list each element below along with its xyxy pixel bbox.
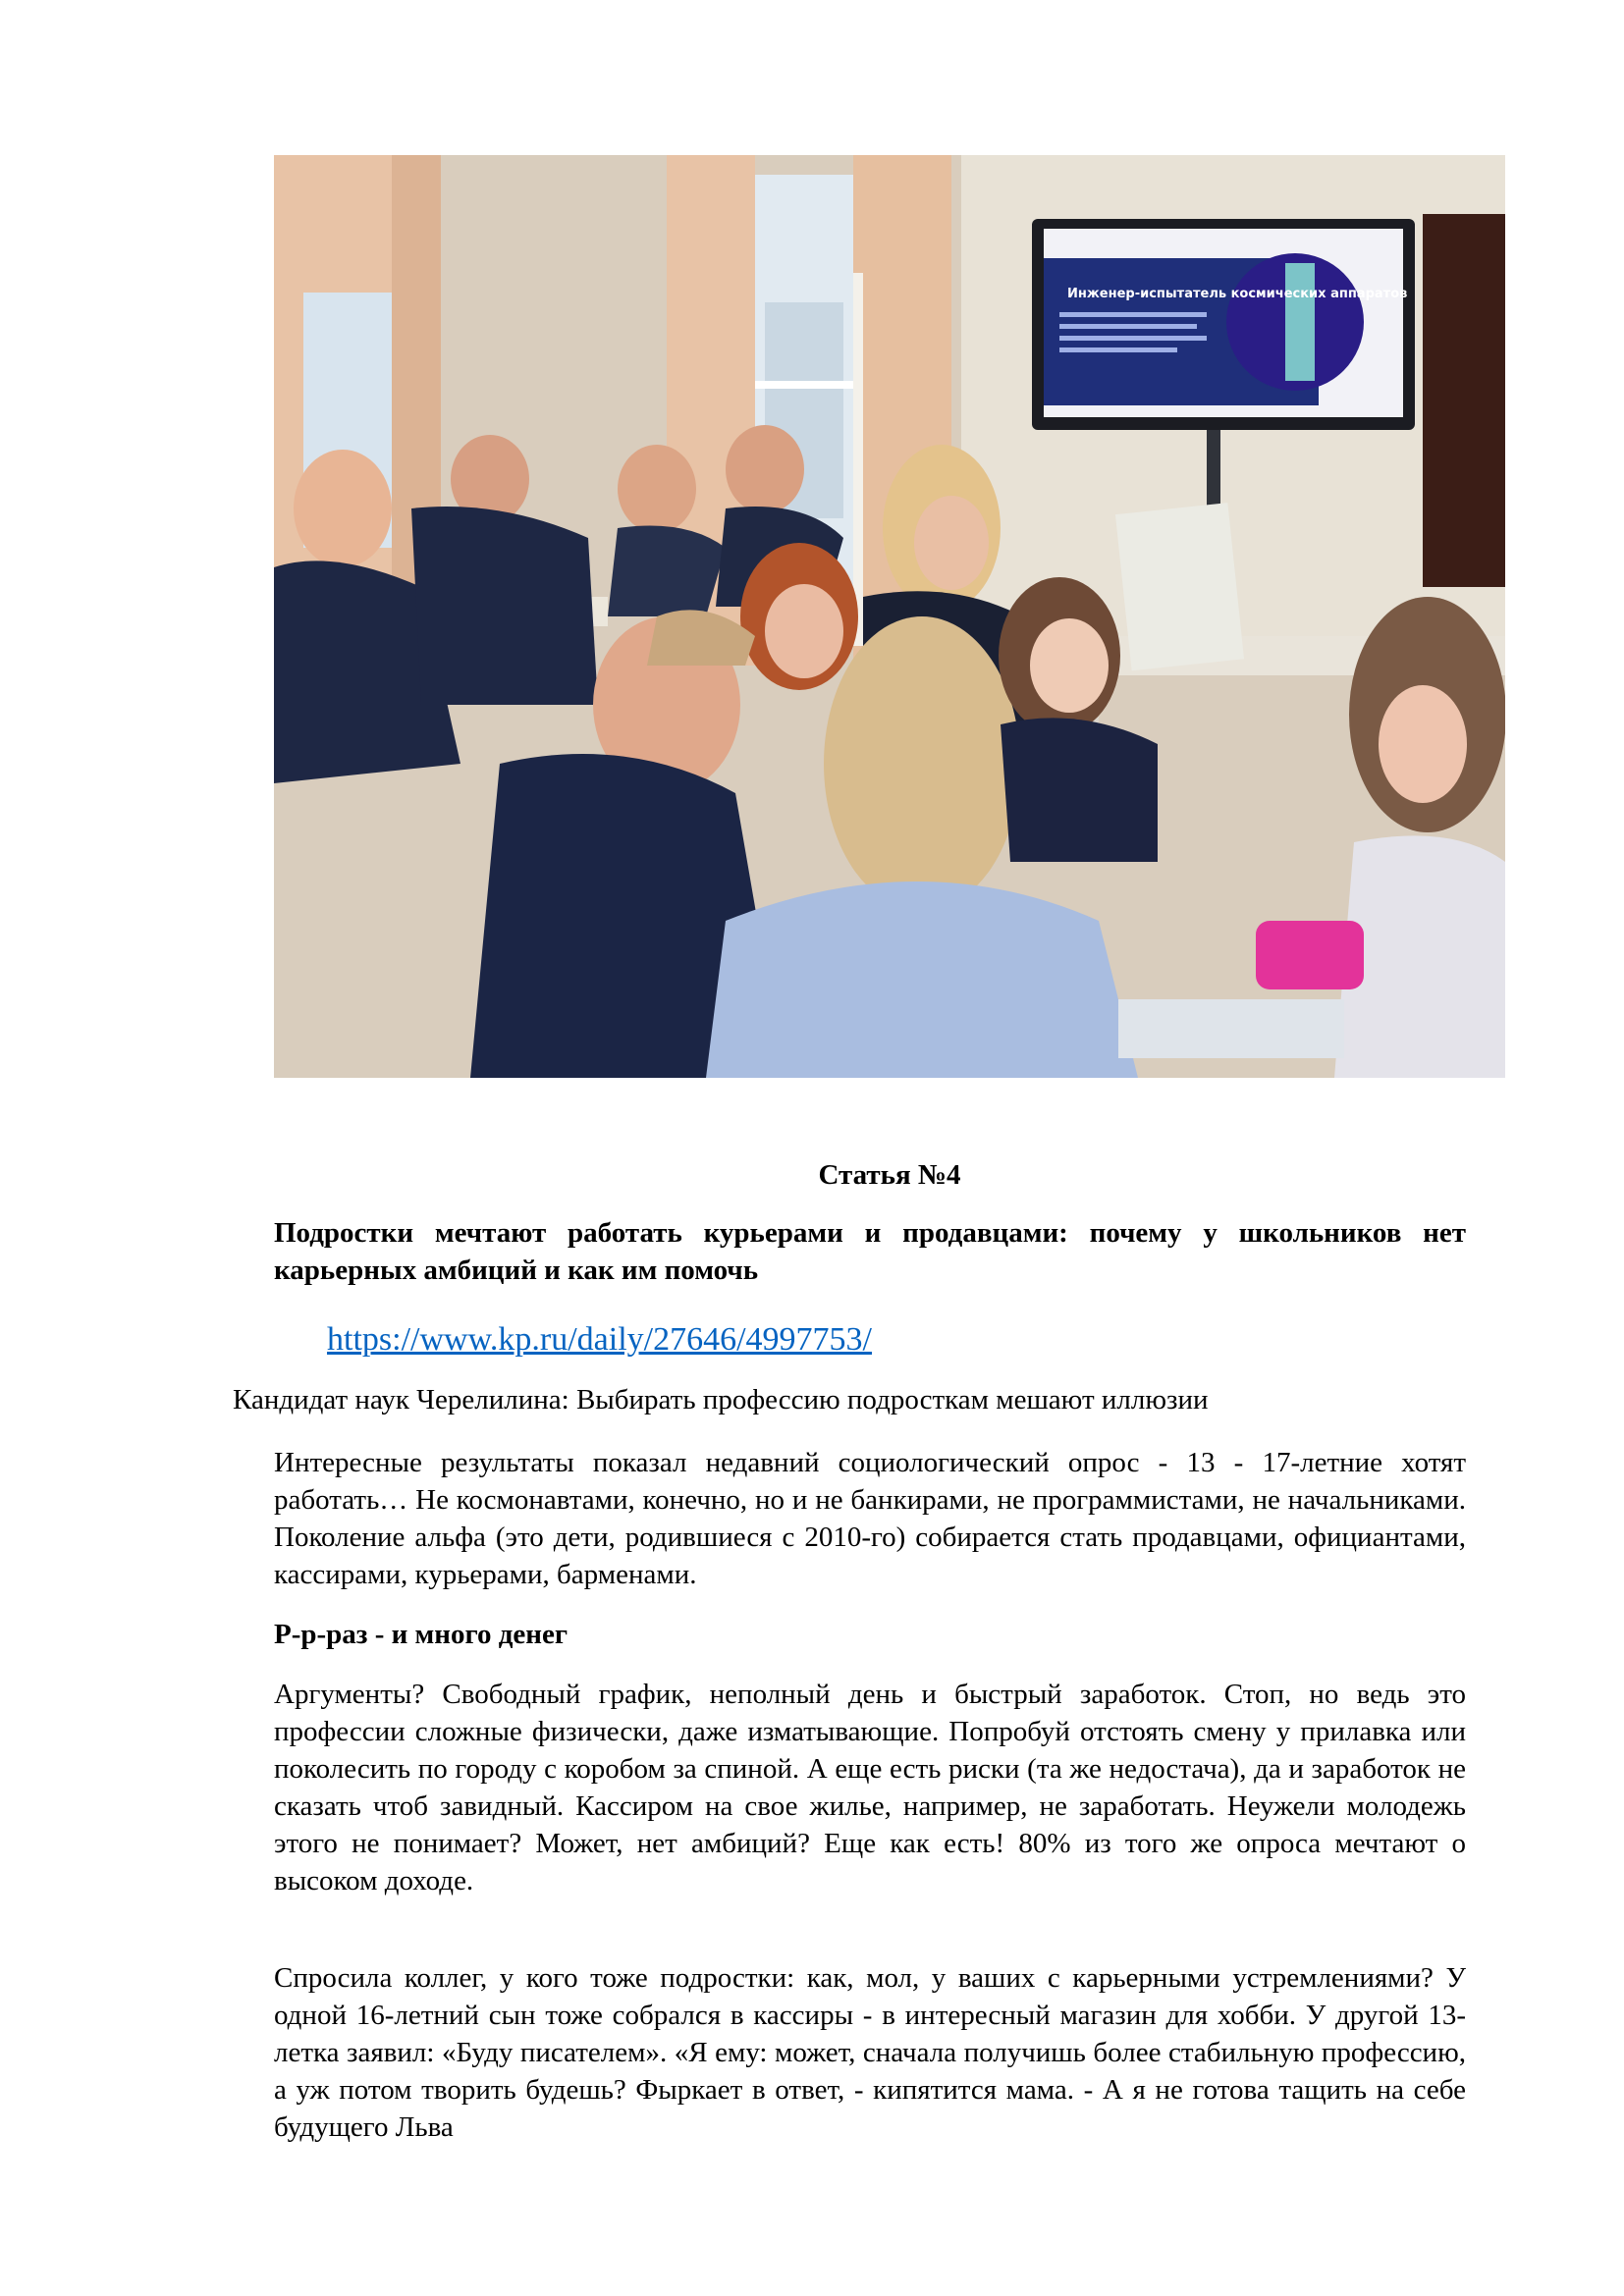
slide-title: Инженер-испытатель космических аппаратов	[1067, 287, 1408, 301]
paragraph-3: Спросила коллег, у кого тоже подростки: как, мол, у ваших с карьерными устремлениями? У одной 16-летний сын тоже собрался в кассиры - в интересный магазин для хобби. У другой 13-летка заявил: «Буду писателем». «Я ему: может, сначала получишь более стабильную профессию, а уж потом творить будешь? Фыркает в ответ, - кипятится мама. - А я не готова тащить на себе будущего Льва	[274, 1962, 1466, 2143]
article-lead: Кандидат наук Черелилина: Выбирать профессию подросткам мешают иллюзии	[233, 1384, 1209, 1415]
classroom-photo	[274, 155, 1505, 1078]
article-link[interactable]: https://www.kp.ru/daily/27646/4997753/	[327, 1321, 873, 1358]
paragraph-1: Интересные результаты показал недавний социологический опрос - 13 - 17-летние хотят работать… Не космонавтами, конечно, но и не банкирами, не программистами, не начальниками. Поколение альфа (это дети, родившиеся с 2010-го) собирается стать продавцами, официантами, кассирами, курьерами, барменами.	[274, 1447, 1466, 1590]
subheading: Р-р-раз - и много денег	[274, 1619, 568, 1650]
article-number-heading: Статья №4	[818, 1159, 961, 1191]
article-title: Подростки мечтают работать курьерами и продавцами: почему у школьников нет карьерных амбиций и как им помочь	[274, 1217, 1466, 1286]
paragraph-2: Аргументы? Свободный график, неполный день и быстрый заработок. Стоп, но ведь это профессии сложные физически, даже изматывающие. Попробуй отстоять смену у прилавка или поколесить по городу с коробом за спиной. А еще есть риски (та же недостача), да и заработок не сказать чтоб завидный. Кассиром на свое жилье, например, не заработать. Неужели молодежь этого не понимает? Может, нет амбиций? Еще как есть! 80% из того же опроса мечтают о высоком доходе.	[274, 1679, 1466, 1896]
